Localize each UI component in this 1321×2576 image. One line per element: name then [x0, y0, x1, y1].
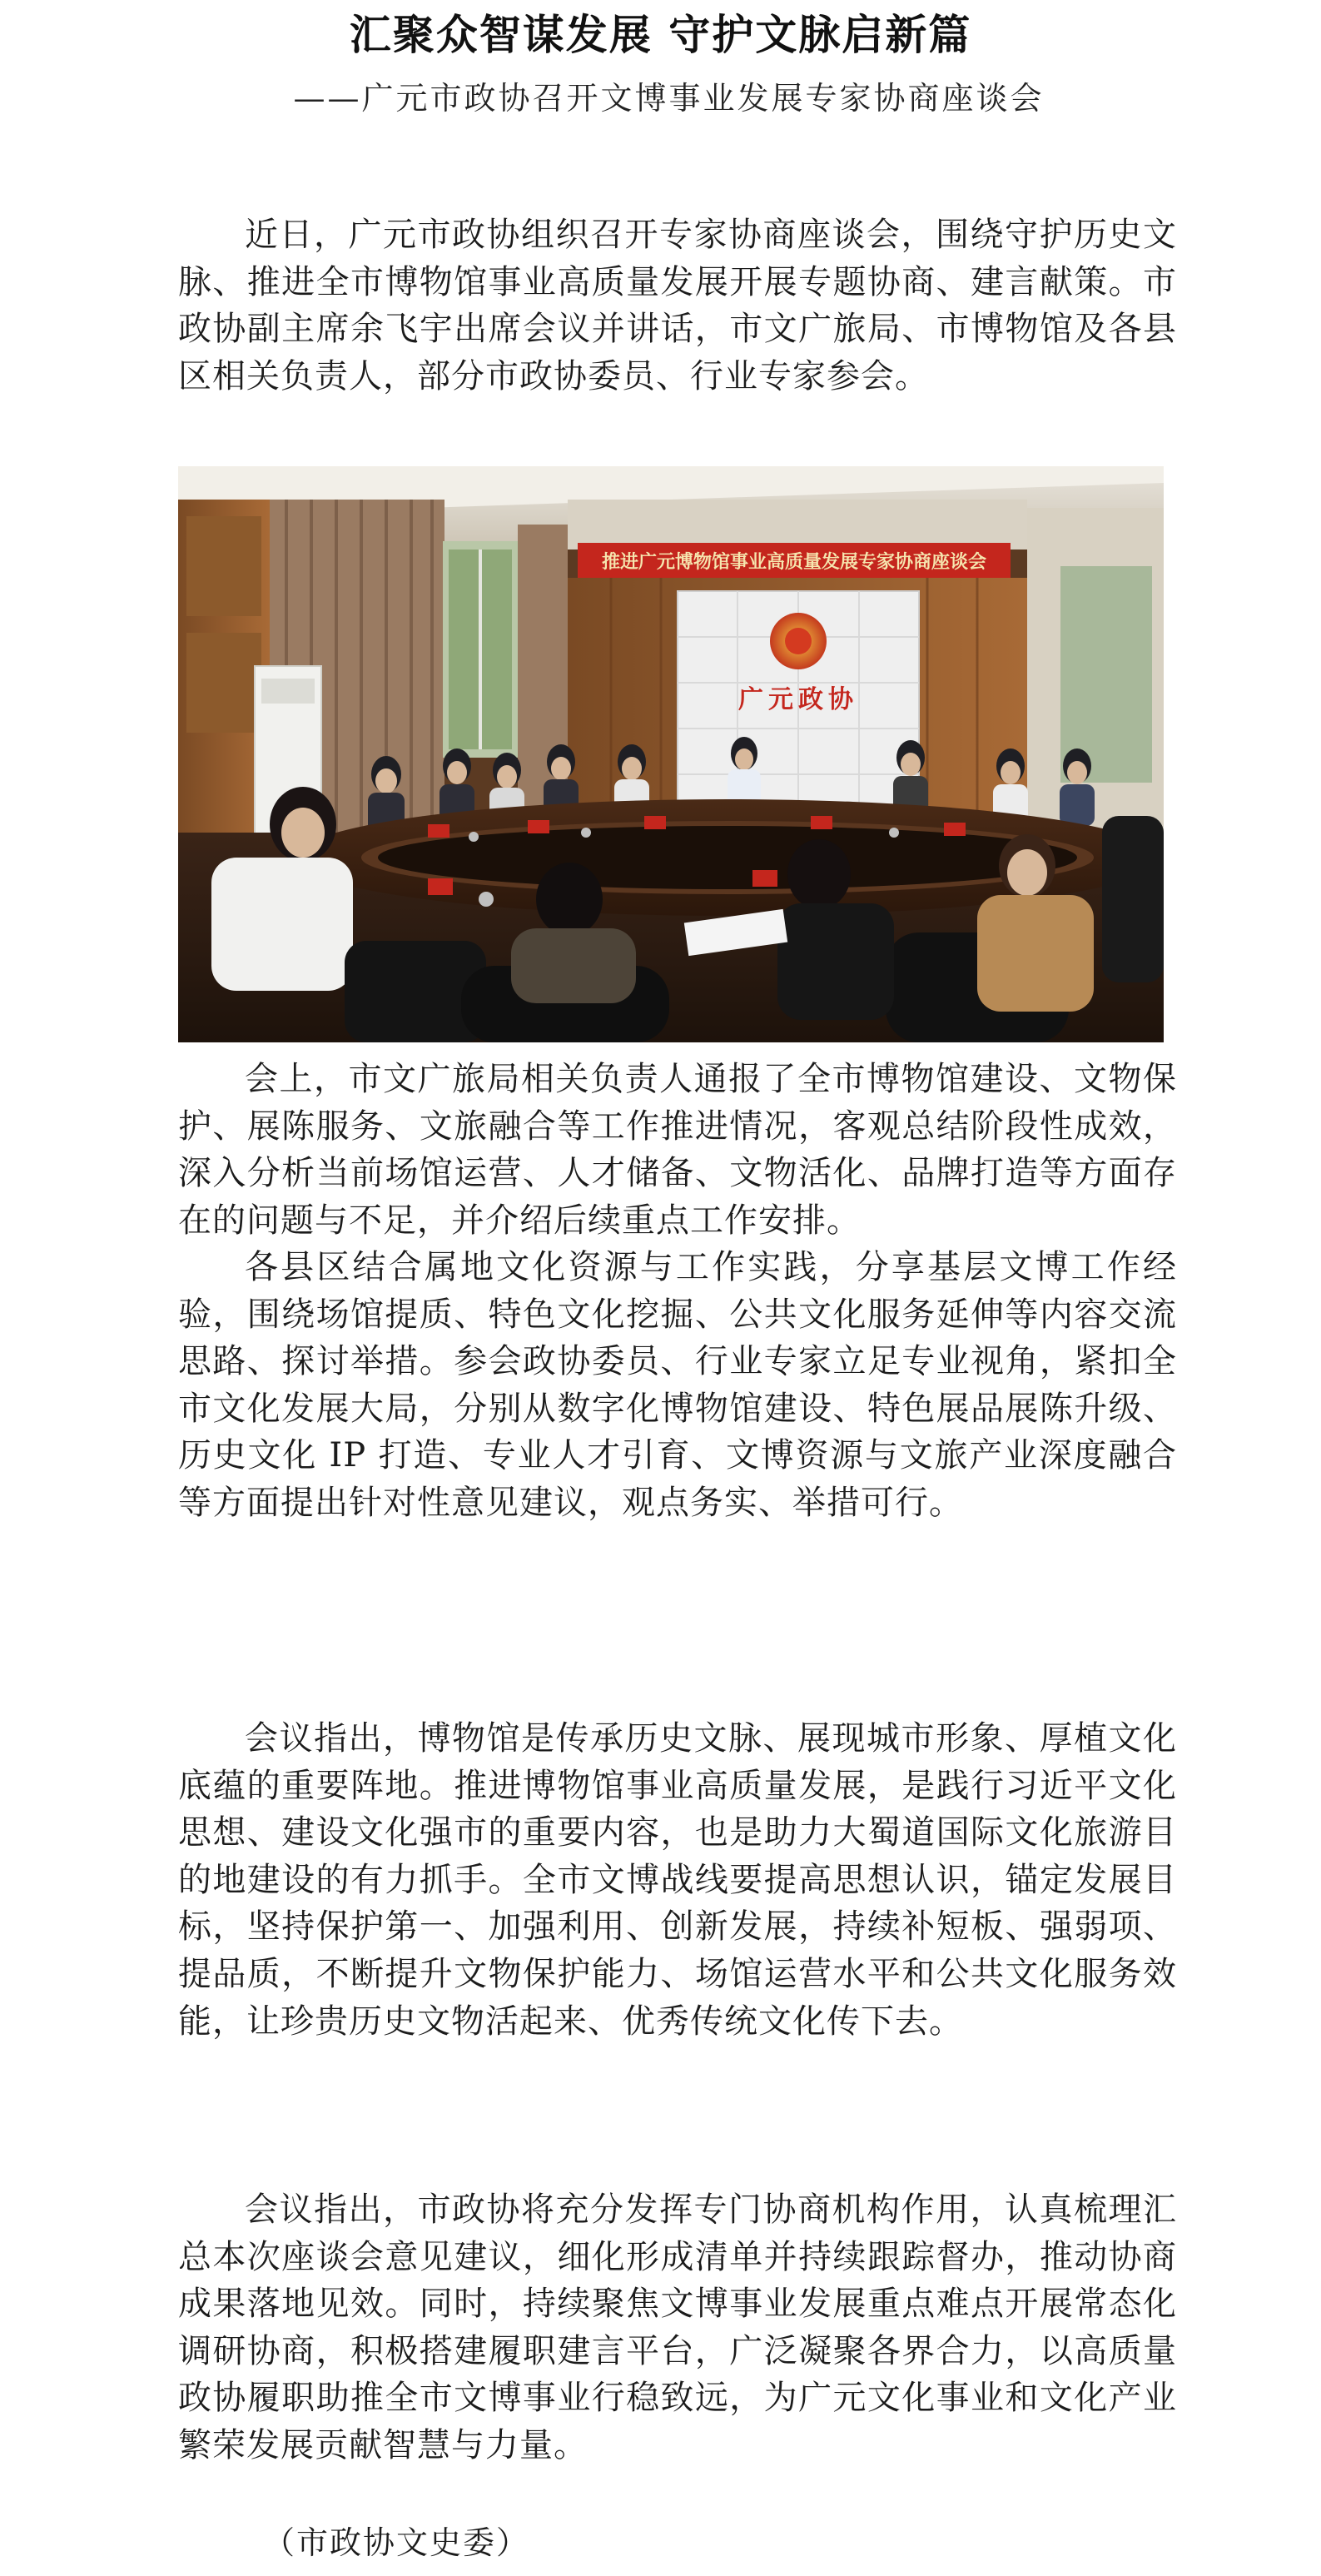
meeting-photo-illustration: [178, 466, 1164, 1042]
meeting-banner-text: 推进广元博物馆事业高质量发展专家协商座谈会: [601, 552, 987, 573]
wall-sign-text: 广元政协: [738, 685, 858, 714]
article-title: 汇聚众智谋发展 守护文脉启新篇: [349, 10, 972, 59]
paragraph-1: 近日，广元市政协组织召开专家协商座谈会，围绕守护历史文脉、推进全市博物馆事业高质量发展开展专题协商、建言献策。市政协副主席余飞宇出席会议并讲话，市文广旅局、市博物馆及各县区相关负责人，部分市政协委员、行业专家参会。: [178, 216, 1177, 395]
paragraph-3: 各县区结合属地文化资源与工作实践，分享基层文博工作经验，围绕场馆提质、特色文化挖掘、公共文化服务延伸等内容交流思路、探讨举措。参会政协委员、行业专家立足专业视角，紧扣全市文化发展大局，分别从数字化博物馆建设、特色展品展陈升级、历史文化 IP 打造、专业人才引育、文博资源与文旅产业深度融合等方面提出针对性意见建议，观点务实、举措可行。: [178, 1248, 1177, 1522]
meeting-photo: [178, 466, 1164, 1042]
article-subtitle: ——广元市政协召开文博事业发展专家协商座谈会: [293, 80, 1045, 117]
article-signature: （市政协文史委）: [263, 2524, 530, 2561]
paragraph-2: 会上，市文广旅局相关负责人通报了全市博物馆建设、文物保护、展陈服务、文旅融合等工作推进情况，客观总结阶段性成效，深入分析当前场馆运营、人才储备、文物活化、品牌打造等方面存在的问题与不足，并介绍后续重点工作安排。: [178, 1060, 1177, 1240]
paragraph-5: 会议指出，市政协将充分发挥专门协商机构作用，认真梳理汇总本次座谈会意见建议，细化形成清单并持续跟踪督办，推动协商成果落地见效。同时，持续聚焦文博事业发展重点难点开展常态化调研协商，积极搭建履职建言平台，广泛凝聚各界合力，以高质量政协履职助推全市文博事业行稳致远，为广元文化事业和文化产业繁荣发展贡献智慧与力量。: [178, 2191, 1177, 2464]
paragraph-4: 会议指出，博物馆是传承历史文脉、展现城市形象、厚植文化底蕴的重要阵地。推进博物馆事业高质量发展，是践行习近平文化思想、建设文化强市的重要内容，也是助力大蜀道国际文化旅游目的地建设的有力抓手。全市文博战线要提高思想认识，锚定发展目标，坚持保护第一、加强利用、创新发展，持续补短板、强弱项、提品质，不断提升文物保护能力、场馆运营水平和公共文化服务效能，让珍贵历史文物活起来、优秀传统文化传下去。: [178, 1719, 1177, 2041]
